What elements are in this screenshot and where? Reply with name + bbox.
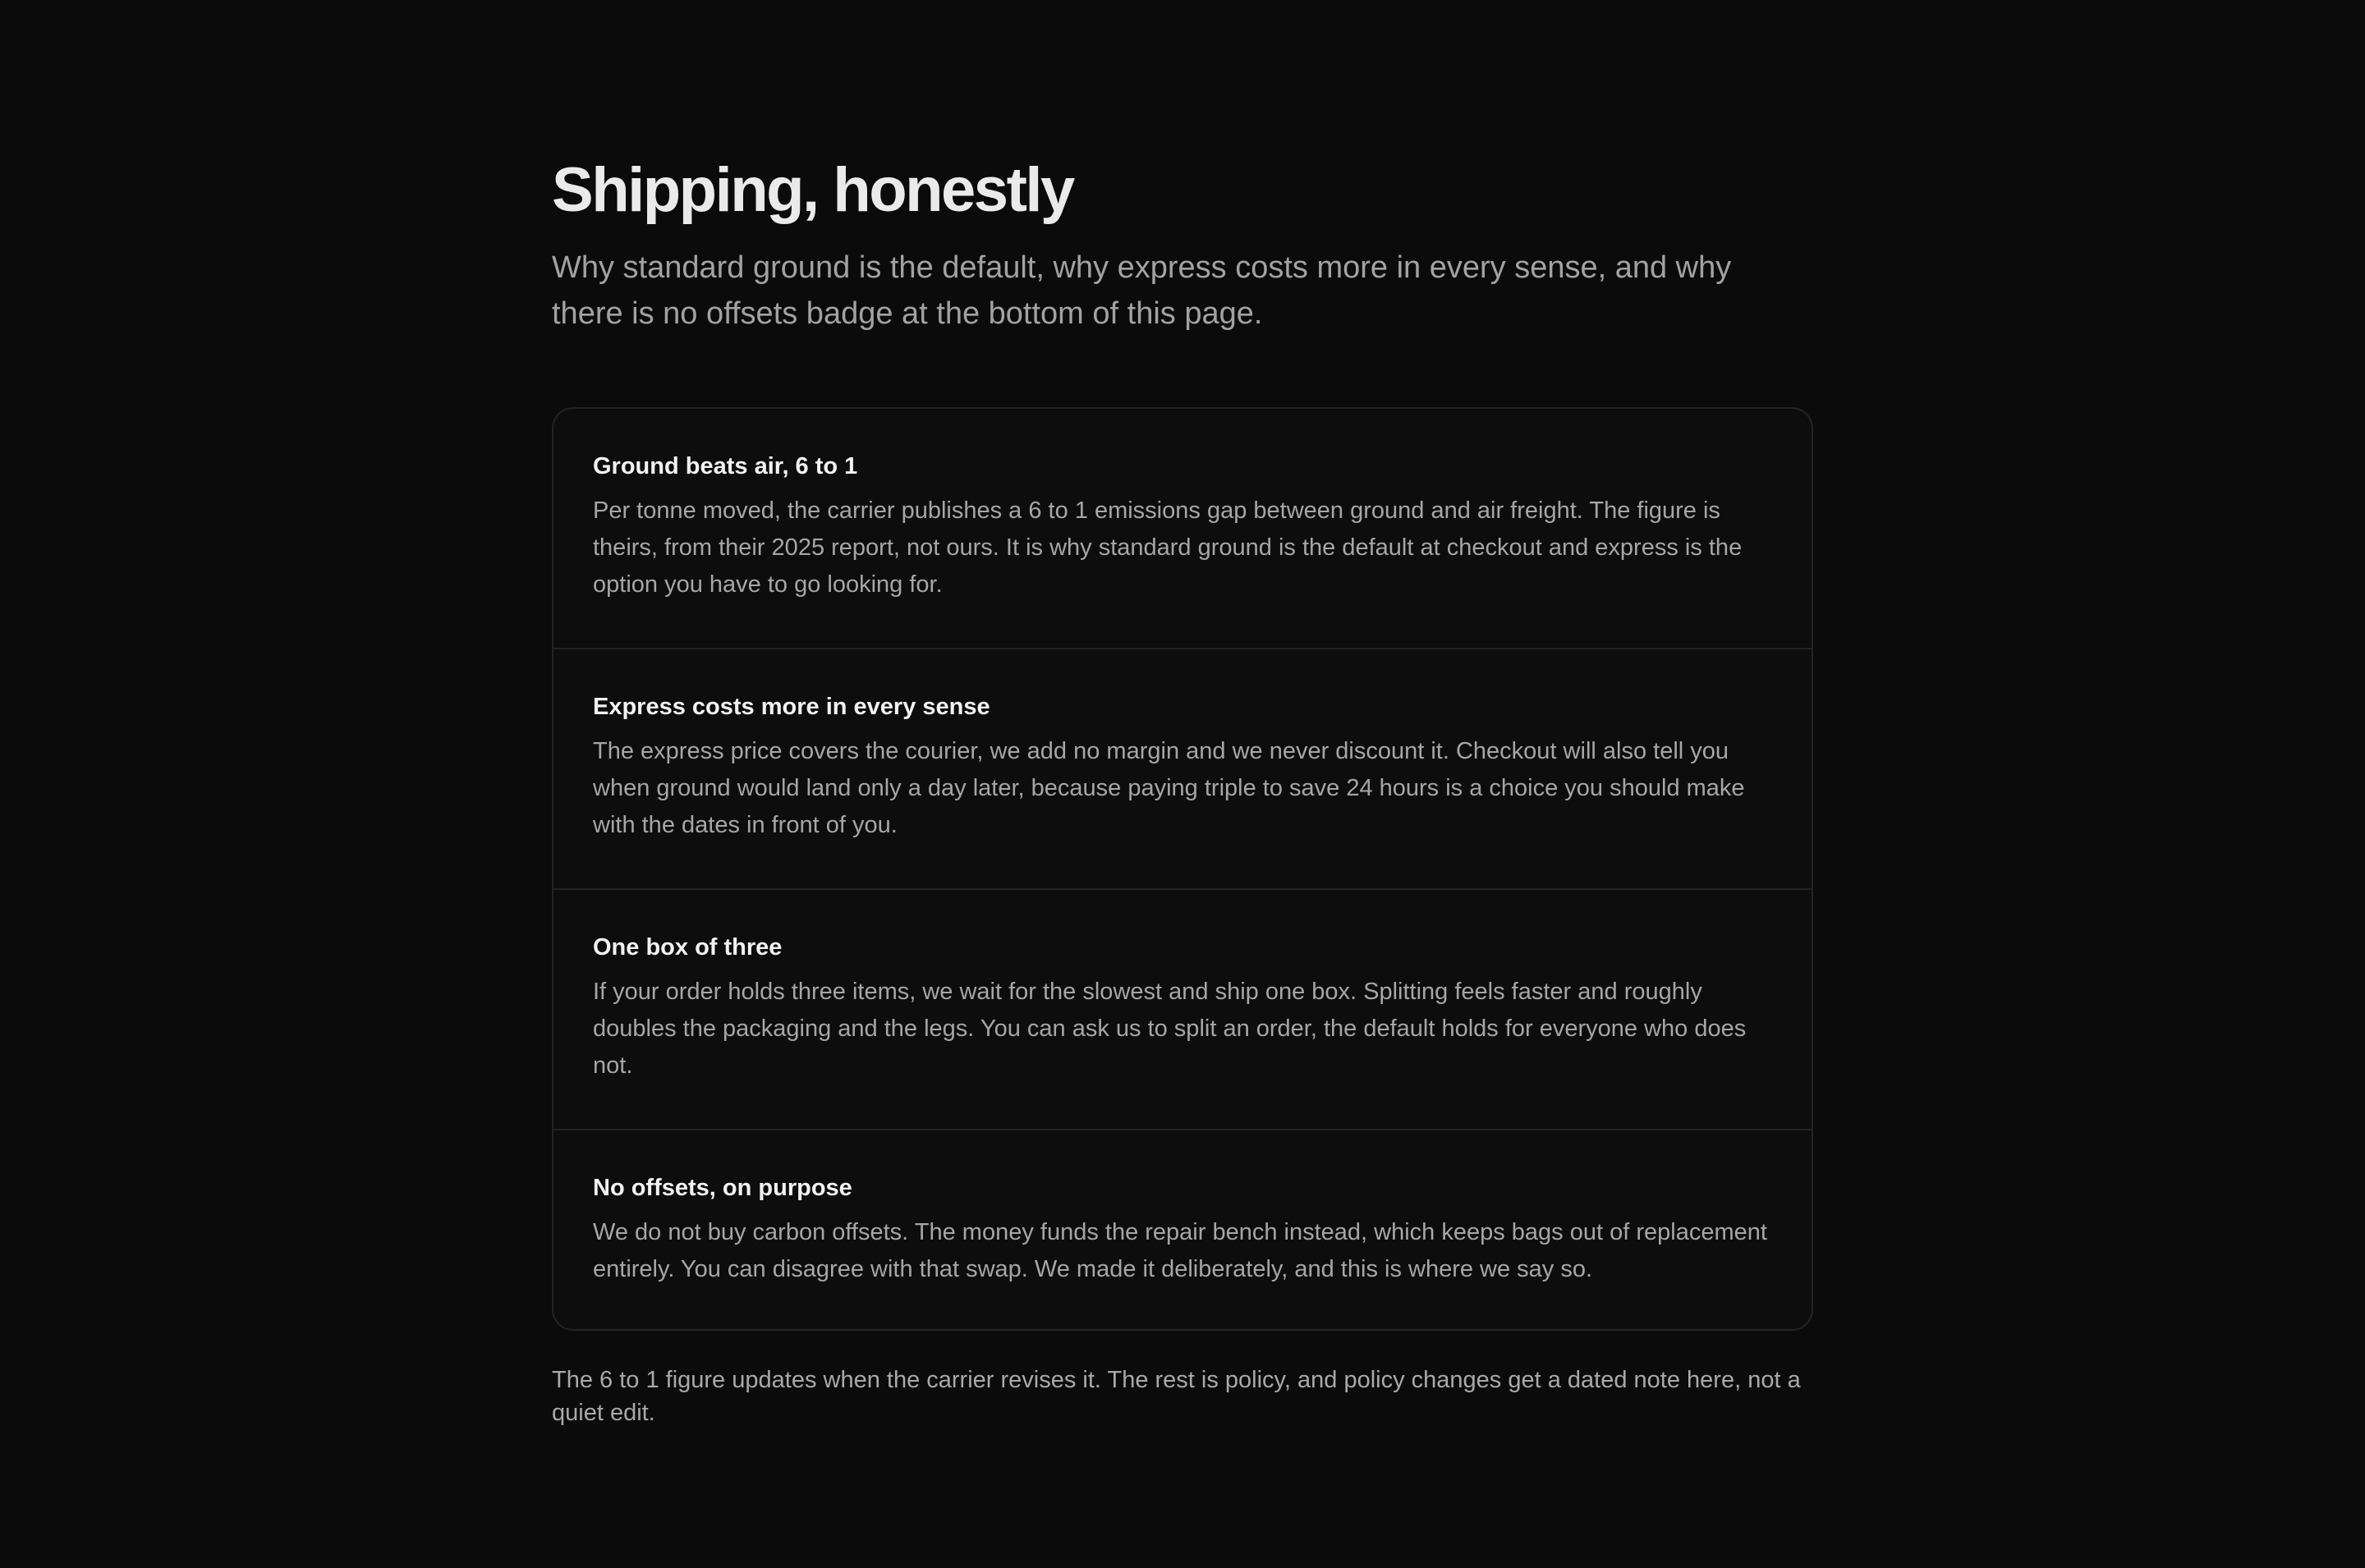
policy-section-ground [553, 409, 1812, 649]
shipping-page [552, 148, 1813, 1429]
section-body: The express price covers the courier, we add no margin and we never discount it. Checkout will also tell you when ground would land only a day later, because paying triple to save 24 hours is a choice you should make with the dates in front of you. [593, 738, 1745, 838]
section-title: Ground beats air, 6 to 1 [593, 453, 858, 479]
section-title: No offsets, on purpose [593, 1175, 852, 1201]
section-body: If your order holds three items, we wait for the slowest and ship one box. Splitting feels faster and roughly doubles the packaging and the legs. You can ask us to split an order, the default holds for everyone who does not. [593, 979, 1747, 1079]
policy-section-express [553, 649, 1812, 890]
section-title: Express costs more in every sense [593, 694, 990, 720]
page-subtitle: Why standard ground is the default, why express costs more in every sense, and why there is no offsets badge at the bottom of this page. [552, 250, 1732, 331]
page-title: Shipping, honestly [552, 155, 1073, 225]
policy-section-one-box [553, 890, 1812, 1130]
policy-section-no-offsets [553, 1130, 1812, 1329]
section-title: One box of three [593, 934, 783, 961]
footnote: The 6 to 1 figure updates when the carrier revises it. The rest is policy, and policy changes get a dated note here, not a quiet edit. [552, 1367, 1801, 1426]
section-body: Per tonne moved, the carrier publishes a 6 to 1 emissions gap between ground and air freight. The figure is theirs, from their 2025 report, not ours. It is why standard ground is the default at checkout and express is the option you have to go looking for. [593, 497, 1743, 598]
policy-card [552, 407, 1813, 1331]
section-body: We do not buy carbon offsets. The money funds the repair bench instead, which keeps bags out of replacement entirely. You can disagree with that swap. We made it deliberately, and this is where we say so. [593, 1219, 1767, 1282]
